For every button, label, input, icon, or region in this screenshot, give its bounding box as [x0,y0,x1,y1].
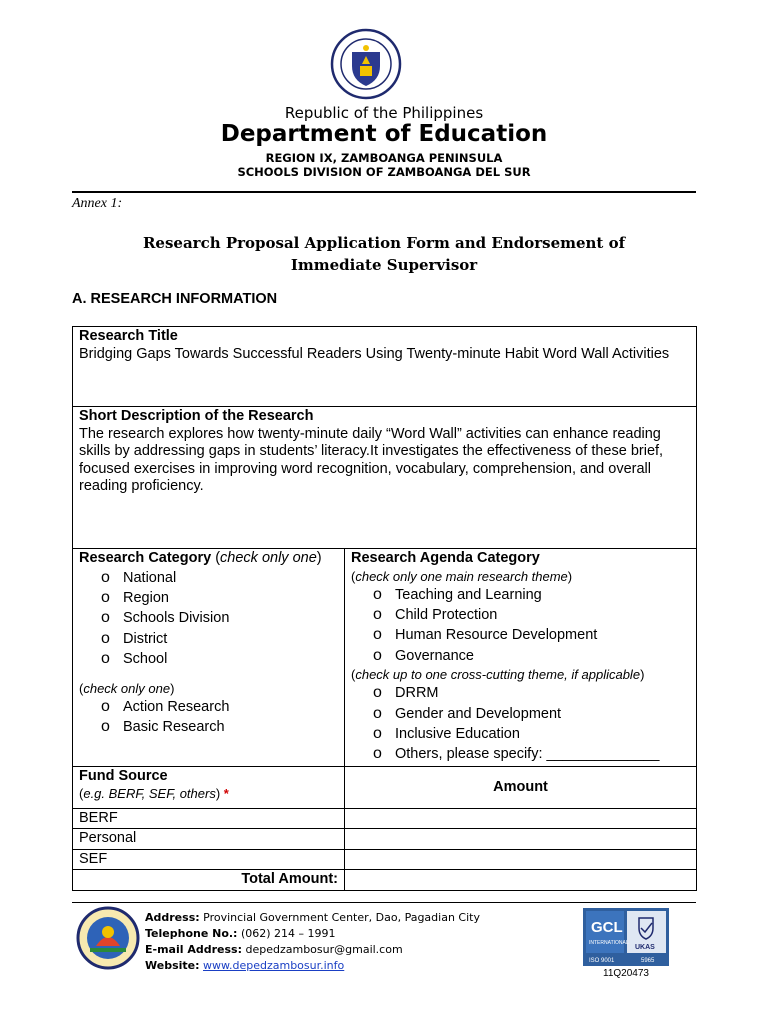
short-description-value: The research explores how twenty-minute daily “Word Wall” activities can enhance reading skills by addressing gaps in students’ literacy.It investigates the effectiveness of these brief, focused exercises in improving word recognition, vocabulary, comprehension, and overall reading proficiency. [79,425,664,494]
option-human-resource-development[interactable]: o Human Resource Development [373,625,690,645]
annex-label: Annex 1: [72,196,123,211]
option-inclusive-education[interactable]: o Inclusive Education [373,724,690,744]
research-info-table [72,326,697,891]
option-region[interactable]: o Region [101,588,338,608]
svg-text:GCL: GCL [591,919,623,936]
fund-source-header [73,766,345,808]
paren-open: ( [79,680,84,696]
section-heading: A. RESEARCH INFORMATION [72,291,278,307]
certificate-code: 11Q20473 [603,968,649,979]
website-label: Website: [145,959,200,972]
fund-row-berf: BERF [73,808,345,829]
short-description-cell[interactable] [73,407,697,549]
email-value: depedzambosur@gmail.com [241,943,403,956]
agenda-category-cell [345,549,697,767]
division-heading: SCHOOLS DIVISION OF ZAMBOANGA DEL SUR [237,165,531,179]
option-drrm[interactable]: o DRRM [373,683,690,703]
cross-cutting-options [351,683,690,765]
agenda-options [351,585,690,667]
svg-text:UKAS: UKAS [635,944,655,951]
research-type-note: check only one [83,680,171,696]
option-governance[interactable]: o Governance [373,646,690,666]
research-title-label: Research Title [79,328,178,344]
paren-close: ) [170,680,175,696]
paren-close: ) [215,786,221,802]
research-category-cell [73,549,345,767]
cross-cutting-note-line [351,666,690,683]
total-amount-label: Total Amount: [73,870,345,891]
cross-cutting-note: check up to one cross-cutting theme, if applicable [355,667,641,683]
svg-text:ISO 9001: ISO 9001 [589,958,615,964]
paren-open: ( [351,667,356,683]
telephone-label: Telephone No.: [145,927,238,940]
option-district[interactable]: o District [101,629,338,649]
option-action-research[interactable]: o Action Research [101,697,338,717]
telephone-value: (062) 214 – 1991 [237,927,336,940]
paren-close: ) [567,568,573,584]
fund-example-line [79,785,338,802]
research-type-options [79,697,338,738]
research-category-options [79,568,338,670]
region-heading: REGION IX, ZAMBOANGA PENINSULA [265,151,503,165]
certification-logo-icon [583,908,669,966]
website-link[interactable]: www.depedzambosur.info [203,959,345,972]
agenda-note-line [351,568,690,585]
footer-divider [72,902,696,903]
amount-berf-input[interactable] [345,808,697,829]
header-divider [72,191,696,193]
email-label: E-mail Address: [145,943,242,956]
form-title: Research Proposal Application Form and Endorsement of Immediate Supervisor [142,234,626,274]
svg-text:INTERNATIONAL: INTERNATIONAL [589,940,629,946]
deped-seal-icon [330,28,402,100]
paren-open: ( [351,568,356,584]
fund-row-personal: Personal [73,829,345,850]
paren-open: ( [211,550,221,566]
option-others[interactable]: o Others, please specify: ______________ [373,744,690,764]
paren-open: ( [79,786,84,802]
division-logo-icon [76,906,140,970]
research-type-note-line [79,680,338,697]
fund-example: e.g. BERF, SEF, others [83,786,216,802]
option-gender-and-development[interactable]: o Gender and Development [373,704,690,724]
option-schools-division[interactable]: o Schools Division [101,608,338,628]
republic-heading: Republic of the Philippines [284,104,484,122]
research-category-note: check only one [220,550,317,566]
fund-row-sef: SEF [73,849,345,870]
fund-source-label: Fund Source [79,767,168,784]
research-title-cell[interactable] [73,327,697,407]
address-value: Provincial Government Center, Dao, Pagadian City [199,911,480,924]
address-label: Address: [145,911,200,924]
paren-close: ) [640,667,645,683]
required-mark: * [223,786,229,802]
department-heading: Department of Education [220,121,548,147]
svg-text:5965: 5965 [641,958,655,964]
total-amount-input[interactable] [345,870,697,891]
option-national[interactable]: o National [101,568,338,588]
amount-sef-input[interactable] [345,849,697,870]
option-school[interactable]: o School [101,649,338,669]
agenda-note: check only one main research theme [355,568,568,584]
agenda-category-label: Research Agenda Category [351,550,540,566]
amount-header: Amount [345,766,697,808]
research-title-value: Bridging Gaps Towards Successful Readers Using Twenty-minute Habit Word Wall Activities [79,345,670,362]
option-basic-research[interactable]: o Basic Research [101,717,338,737]
research-category-label: Research Category [79,550,212,566]
paren-close: ) [316,550,322,566]
option-teaching-and-learning[interactable]: o Teaching and Learning [373,585,690,605]
amount-personal-input[interactable] [345,829,697,850]
option-child-protection[interactable]: o Child Protection [373,605,690,625]
short-description-label: Short Description of the Research [79,408,314,424]
footer-contact [145,910,480,974]
